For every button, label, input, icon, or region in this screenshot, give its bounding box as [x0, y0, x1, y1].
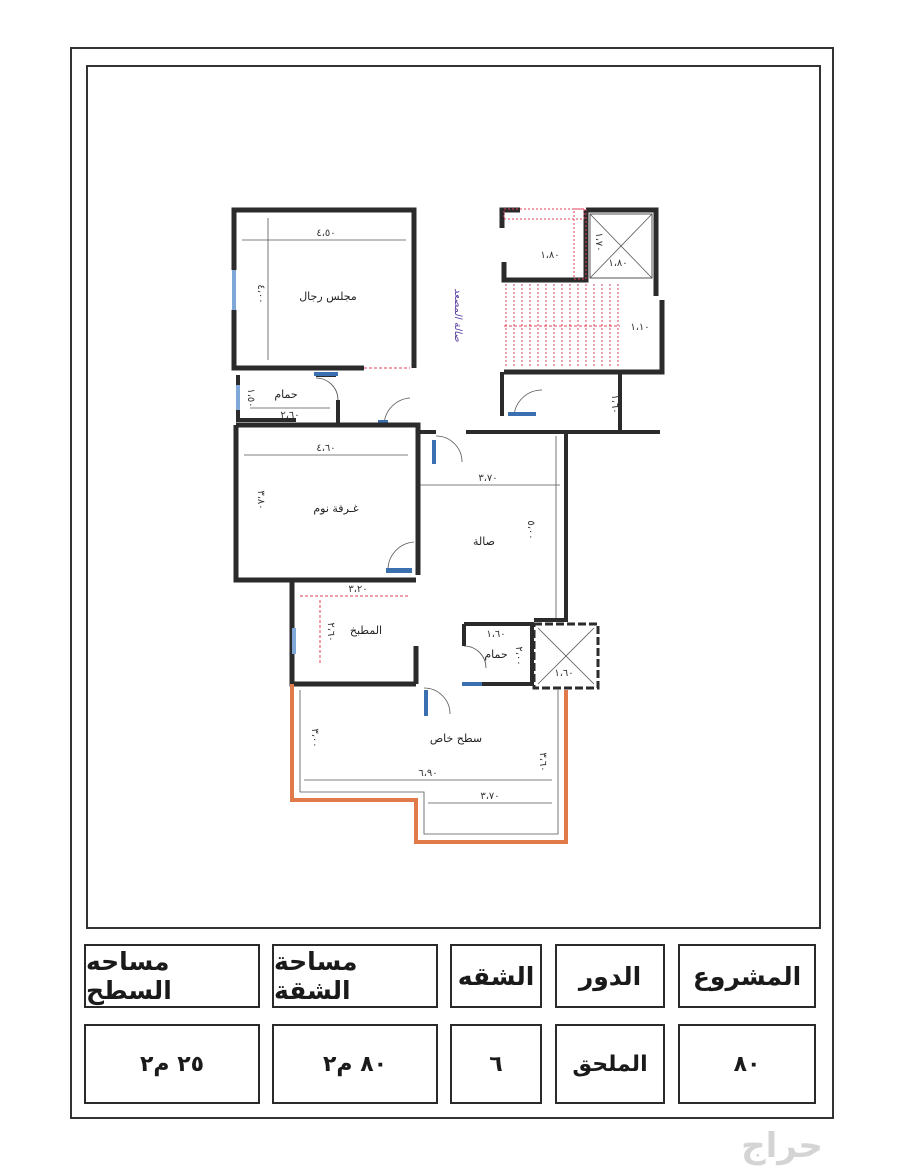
roof-door-leaf — [424, 690, 428, 716]
small-bath-dim-h: ٢،٠٠ — [513, 646, 524, 666]
roof-dim-width: ٦،٩٠ — [418, 768, 438, 779]
value-apartment: ٦ — [450, 1024, 542, 1104]
header-apartment: الشقه — [450, 944, 542, 1008]
stair-core-walls — [502, 210, 662, 372]
small-bath-door-leaf — [462, 682, 482, 686]
hall-label: صالة — [473, 535, 495, 548]
roof-inner-outline — [300, 690, 558, 834]
stair-dim-b: ١،٨٠ — [608, 258, 628, 269]
lobby-door-leaf — [508, 412, 536, 416]
lobby-walls — [466, 372, 660, 432]
small-bath-door-swing — [464, 646, 486, 668]
value-apartment-area: ٨٠ م٢ — [272, 1024, 438, 1104]
kitchen-dim-width: ٣،٢٠ — [348, 584, 368, 595]
stair-dim-a: ١،٨٠ — [540, 250, 560, 261]
bath-door-swing — [316, 378, 338, 400]
bath-dim-height: ١،٥٠ — [245, 388, 256, 408]
majlis-label: مجلس رجال — [299, 290, 357, 303]
small-bath-dim-w: ١،٦٠ — [486, 629, 506, 640]
hall-walls — [418, 432, 566, 620]
stair-dim-d: ١،١٠ — [630, 322, 650, 333]
header-project: المشروع — [678, 944, 816, 1008]
bedroom-door-swing — [388, 542, 414, 570]
roof-dim-bottom: ٣،٧٠ — [480, 791, 500, 802]
hall-dim-height: ٥،٠٠ — [525, 520, 536, 540]
bedroom-dim-width: ٤،٦٠ — [316, 443, 336, 454]
lift-hall-label: صالة المصعد — [452, 288, 463, 342]
roof-outline — [292, 684, 566, 842]
value-floor: الملحق — [555, 1024, 665, 1104]
hall-door-leaf — [432, 440, 436, 464]
hall-dim-width: ٣،٧٠ — [478, 473, 498, 484]
bath-dim-width: ٢،٦٠ — [280, 410, 300, 421]
lobby-dim: ١،٦٠ — [609, 394, 620, 414]
sheet-inner-frame — [87, 66, 820, 928]
bath-door-leaf — [314, 372, 338, 376]
roof-label: سطح خاص — [429, 732, 483, 745]
small-bath-label: حمام — [484, 648, 508, 661]
bath-top-label: حمام — [274, 388, 298, 401]
majlis-dim-width: ٤،٥٠ — [316, 228, 336, 239]
value-project: ٨٠ — [678, 1024, 816, 1104]
bedroom-dim-height: ٣،٨٠ — [255, 490, 266, 510]
header-apartment-area: مساحة الشقة — [272, 944, 438, 1008]
watermark-logo: حراج — [741, 1126, 823, 1166]
roof-dim-left: ٣،٠٠ — [309, 728, 320, 748]
hall-door-swing — [436, 436, 462, 462]
value-roof-area: ٢٥ م٢ — [84, 1024, 260, 1104]
majlis-dim-height: ٤،٠٠ — [255, 284, 266, 304]
roof-dim-right: ٣،٦٠ — [537, 752, 548, 772]
header-floor: الدور — [555, 944, 665, 1008]
kitchen-dim-height: ٢،٦٠ — [325, 622, 336, 642]
bedroom-door-leaf — [386, 568, 412, 573]
header-roof-area: مساحه السطح — [84, 944, 260, 1008]
small-shaft-dim: ١،٦٠ — [554, 668, 574, 679]
bedroom-label: غـرفة نوم — [313, 502, 359, 515]
stair-dim-c: ١،٧٠ — [593, 232, 604, 252]
kitchen-label: المطبخ — [349, 624, 383, 637]
